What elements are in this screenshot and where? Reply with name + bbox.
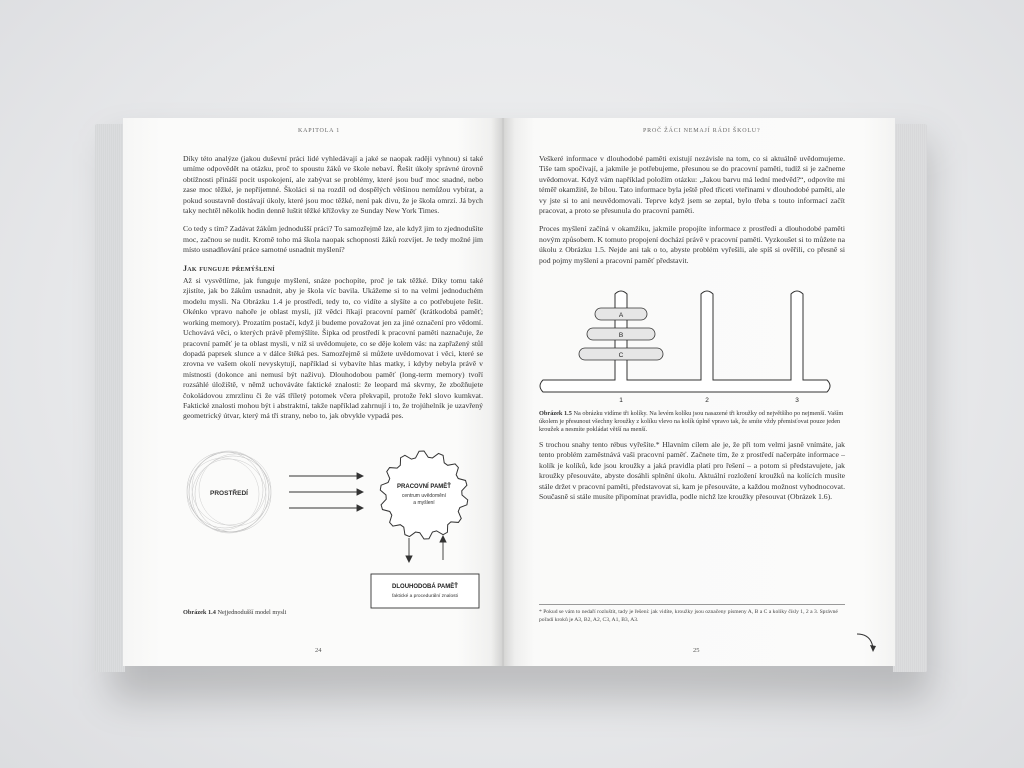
environment-label: PROSTŘEDÍ [210, 490, 248, 497]
left-body-text [183, 154, 483, 430]
left-page [123, 118, 503, 666]
figure-1-5-label: Obrázek 1.5 [539, 410, 572, 417]
hanoi-puzzle-diagram [537, 286, 837, 404]
page-edges-right [893, 124, 927, 672]
page-number-left: 24 [315, 647, 322, 654]
running-head-right: PROČ ŽÁCI NEMAJÍ RÁDI ŠKOLU? [643, 128, 761, 134]
pegs-outline [540, 291, 830, 392]
ring-c [579, 348, 663, 360]
page-turn-arrow-icon [855, 630, 881, 656]
working-memory-sub2: a myšlení [413, 500, 435, 506]
longterm-memory-sub: faktické a procedurální znalosti [392, 594, 458, 599]
ring-b-label: B [618, 332, 624, 339]
ring-a [595, 308, 647, 320]
right-body-text-bottom [539, 440, 845, 510]
arrows-memory-exchange [406, 536, 446, 562]
left-paragraph-1: Díky této analýze (jakou duševní práci lidé vyhledávají a jaké se naopak raději vyhnou) si také umíme odpovědět na otázku, proč to spoustu žáků ve škole nebaví. Řešit úkoly správné úrovně obtížnosti přináší pocit uspokojení, ale zabývat se problémy, které jsou buď moc snadné, nebo zase moc těžké, je nepříjemné. Školáci si na rozdíl od dospělých většinou nemůžou vybírat, a pokud soustavně dostávají úkoly, které jsou moc těžké, není pak divu, že je škola omrzí. Já bych taky nechtěl několik hodin denně luštit těžké křížovky ze Sunday New York Times. [183, 154, 483, 216]
peg-2-label: 2 [705, 397, 709, 404]
book-spine [491, 118, 515, 666]
section-heading: Jak funguje přemýšlení [183, 263, 275, 273]
working-memory-title: PRACOVNÍ PAMĚŤ [397, 484, 451, 490]
figure-1-4-label: Obrázek 1.4 [183, 609, 216, 616]
peg-1-label: 1 [619, 397, 623, 404]
figure-1-4-caption [183, 609, 483, 617]
figure-1-4-text: Nejjednodušší model mysli [217, 609, 287, 616]
mind-model-diagram [181, 440, 481, 620]
right-paragraph-2: Proces myšlení začíná v okamžiku, jakmile propojíte informace z prostředí a dlouhodobé paměti novým způsobem. K tomuto propojení dochází právě v pracovní paměti. Vyzkoušet si to můžete na úkolu z Obrázku 1.5. Nejde ani tak o to, abyste problém vyřešili, ale spíš si ověřili, co přesně si pod pojmy myšlení a pracovní paměť představit. [539, 224, 845, 265]
footnote: * Pokud se vám to nedaří rozluštit, tady je řešení: jak vidíte, kroužky jsou označeny písmeny A, B a C a kolíky čísly 1, 2 a 3. Správné pořadí kroků je A3, B2, A2, C3, A1, B3, A3. [539, 604, 845, 624]
right-body-text-top [539, 154, 845, 274]
right-page [503, 118, 895, 666]
longterm-memory-title: DLOUHODOBÁ PAMĚŤ [392, 584, 458, 590]
ring-b [587, 328, 655, 340]
figure-1-5-caption [539, 410, 845, 434]
right-paragraph-1: Veškeré informace v dlouhodobé paměti existují nezávisle na tom, co si aktuálně uvědomujeme. Tiše tam spočívají, a jakmile je potřebujeme, přesunou se do pracovní paměti, tudíž si je začneme uvědomovat. Když vám například položím otázku: „Jakou barvu má lední medvěd?“, odpovíte mi téměř okamžitě, že bílou. Tato informace byla ještě před třiceti vteřinami v dlouhodobé paměti, ale vy jste si to ani neuvědomovali. Teprve když jsem se zeptal, bylo třeba s touto informací začít pracovat, a proto se přesunula do pracovní paměti. [539, 154, 845, 216]
working-memory-sub1: centrum uvědomění [401, 493, 447, 499]
peg-3-label: 3 [795, 397, 799, 404]
figure-1-5-text: Na obrázku vidíme tři kolíky. Na levém kolíku jsou nasazené tři kroužky od největšího po nejmenší. Vaším úkolem je přesunout všechny kroužky z kolíku vlevo na kolík úplně vpravo tak, že smíte vždy přemisťovat pouze jeden kroužek a nesmíte pokládat větší na menší. [539, 410, 844, 433]
left-paragraph-3: Až si vysvětlíme, jak funguje myšlení, snáze pochopíte, proč je tak těžké. Díky tomu také zjistíte, jak bo žákům usnadnit, aby je škola víc bavila. Ukážeme si to na velmi jednoduchém modelu mysli. Na Obrázku 1.4 je prostředí, tedy to, co vidíte a slyšíte a co potřebujete řešit. Okénko vpravo nahoře je oblast mysli, jíž vědci říkají pracovní paměť (krátkodobá paměť; working memory). Prozatím postačí, když ji budeme považovat jen za jiné označení pro vědomí. Uchovává věci, o kterých právě přemýšlíte. Šipka od prostředí k pracovní paměti naznačuje, že pracovní paměť je ta oblast mysli, v níž si uvědomujete, co se děje kolem vás: na zapřažený stůl dopadá paprsek slunce a v dálce štěká pes. Samozřejmě si můžete uvědomovat i věci, které se zrovna ve vašem okolí nevyskytují, například si vybavíte hlas matky, i kdyby nebyla právě v místnosti (dokonce ani nemusí být naživu). Dlouhodobou paměť (long-term memory) tvoří rozsáhlé úložiště, v němž uchováváte faktické znalosti: že leopard má skvrny, že zbožňujete čokoládovou zmrzlinu či že váš tříletý potomek včera překvapil, protože řekl slovo kumkvat. Faktické znalosti mohou být i abstraktní, takže například zahrnují i to, že trojúhelník je uzavřený geometrický útvar, který má tři strany, nebo to, jak obvykle vypadá pes. [183, 276, 483, 421]
page-number-right: 25 [693, 647, 700, 654]
ring-a-label: A [618, 312, 624, 319]
ring-c-label: C [618, 352, 624, 359]
page-edges-left [95, 124, 125, 672]
arrows-to-working-memory [289, 473, 363, 511]
running-head-left: KAPITOLA 1 [298, 128, 341, 134]
longterm-memory-box [371, 574, 479, 608]
left-paragraph-2: Co tedy s tím? Zadávat žákům jednodušší práci? To samozřejmě lze, ale když jim to zjednodušíte moc, začnou se nudit. Kromě toho má škola naopak schopnosti žáků rozvíjet. Je tedy možné jim místo usnadňování práce samotné usnadnit myšlení? [183, 224, 483, 255]
open-book [95, 118, 927, 678]
right-paragraph-3: S trochou snahy tento rébus vyřešíte.* Hlavním cílem ale je, že při tom velmi jasně vnímáte, jak tento problém zaměstnává vaši pracovní paměť. Začnete tím, že z prostředí načerpáte informace – kolík je kolíků, kde jsou kroužky a jaká pravidla platí pro řešení – a potom si představujete, jak kroužky přesouváte, abyste dosáhli splnění úkolu. Aktuální rozložení kroužků na kolících musíte stále držet v pracovní paměti, představovat si, kam je přesouváte, a každou možnost vyhodnocovat. Současně si stále musíte připomínat pravidla, podle nichž lze kroužky přesouvat (Obrázek 1.6). [539, 440, 845, 502]
